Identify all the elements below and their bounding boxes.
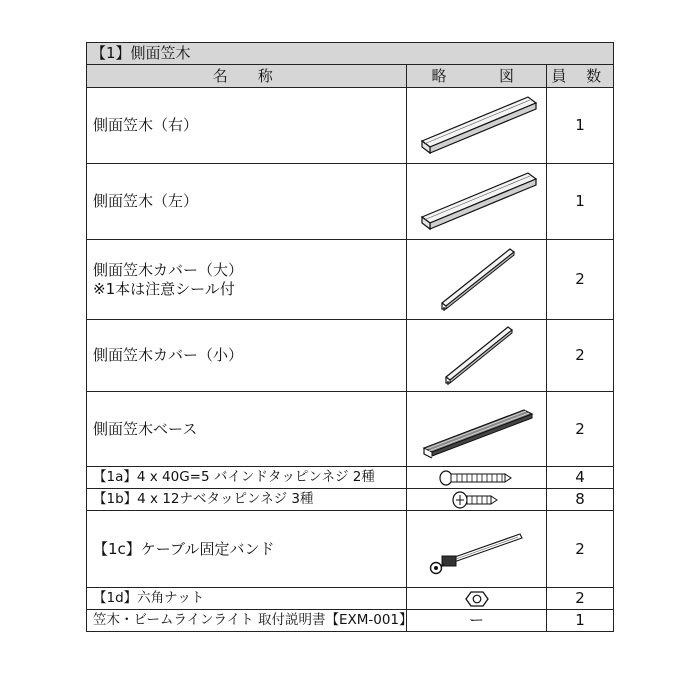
rail-left-icon bbox=[412, 169, 542, 235]
part-name: 【1c】ケーブル固定バンド bbox=[87, 511, 407, 588]
header-figure: 略 図 bbox=[407, 65, 547, 88]
table-row bbox=[87, 489, 614, 511]
parts-sheet bbox=[86, 42, 613, 654]
part-figure bbox=[407, 511, 547, 588]
part-figure bbox=[407, 88, 547, 164]
part-figure bbox=[407, 467, 547, 489]
table-row bbox=[87, 392, 614, 467]
table-row bbox=[87, 467, 614, 489]
part-figure bbox=[407, 320, 547, 392]
long-screw-icon bbox=[437, 469, 517, 487]
part-qty: 1 bbox=[547, 88, 614, 164]
part-figure bbox=[407, 164, 547, 240]
part-name: 【1d】六角ナット bbox=[87, 588, 407, 610]
part-name: 側面笠木カバー（大） bbox=[93, 260, 244, 279]
parts-table bbox=[86, 42, 614, 632]
short-screw-icon bbox=[447, 491, 507, 509]
cable-tie-icon bbox=[412, 516, 542, 582]
part-qty: 2 bbox=[547, 392, 614, 467]
table-row bbox=[87, 164, 614, 240]
cover-small-icon bbox=[412, 323, 542, 389]
header-qty: 員 数 bbox=[547, 65, 614, 88]
cover-large-icon bbox=[412, 245, 542, 315]
part-name: 側面笠木ベース bbox=[87, 392, 407, 467]
part-name: 笠木・ビームラインライト 取付説明書【EXM-001】 bbox=[87, 610, 407, 632]
header-row bbox=[87, 65, 614, 88]
header-name: 名 称 bbox=[87, 65, 407, 88]
part-name: 側面笠木（左） bbox=[87, 164, 407, 240]
hex-nut-icon bbox=[465, 590, 489, 608]
part-note: ※1本は注意シール付 bbox=[93, 279, 235, 298]
part-name: 【1a】4 x 40G=5 バインドタッピンネジ 2種 bbox=[87, 467, 407, 489]
part-figure bbox=[407, 588, 547, 610]
table-row bbox=[87, 610, 614, 632]
section-title: 【1】側面笠木 bbox=[87, 43, 614, 65]
part-qty: 4 bbox=[547, 467, 614, 489]
base-rail-icon bbox=[412, 396, 542, 462]
table-row bbox=[87, 511, 614, 588]
part-qty: 2 bbox=[547, 320, 614, 392]
part-qty: 2 bbox=[547, 588, 614, 610]
part-figure bbox=[407, 489, 547, 511]
rail-right-icon bbox=[412, 93, 542, 159]
part-name: 【1b】4 x 12ナベタッピンネジ 3種 bbox=[87, 489, 407, 511]
table-row bbox=[87, 588, 614, 610]
part-qty: 1 bbox=[547, 610, 614, 632]
part-figure-text: ー bbox=[407, 610, 547, 632]
part-name: 側面笠木カバー（小） bbox=[87, 320, 407, 392]
part-name-cell bbox=[87, 240, 407, 320]
part-name: 側面笠木（右） bbox=[87, 88, 407, 164]
table-row bbox=[87, 320, 614, 392]
part-qty: 2 bbox=[547, 511, 614, 588]
title-row bbox=[87, 43, 614, 65]
part-figure bbox=[407, 240, 547, 320]
part-qty: 2 bbox=[547, 240, 614, 320]
part-qty: 8 bbox=[547, 489, 614, 511]
table-row bbox=[87, 240, 614, 320]
table-row bbox=[87, 88, 614, 164]
part-figure bbox=[407, 392, 547, 467]
part-qty: 1 bbox=[547, 164, 614, 240]
